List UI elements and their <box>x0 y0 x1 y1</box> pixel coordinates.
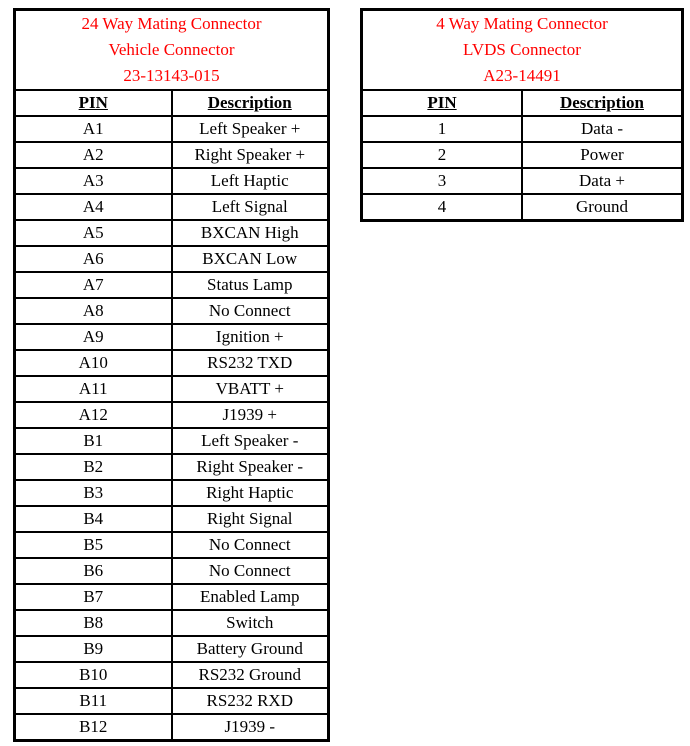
description-cell: Left Speaker + <box>172 116 329 142</box>
description-cell: Left Haptic <box>172 168 329 194</box>
description-cell: Right Speaker - <box>172 454 329 480</box>
title-line-connector-type: 24 Way Mating Connector <box>81 14 262 33</box>
table-row <box>15 116 329 142</box>
table-row <box>15 324 329 350</box>
table-row <box>15 142 329 168</box>
table-row <box>15 454 329 480</box>
title-line-connector-type: 4 Way Mating Connector <box>436 14 608 33</box>
table-row <box>362 142 683 168</box>
pin-cell: B12 <box>15 714 172 741</box>
pin-cell: A5 <box>15 220 172 246</box>
table-row <box>15 194 329 220</box>
pin-column-label: PIN <box>78 93 108 112</box>
description-cell: Data + <box>522 168 683 194</box>
table-row <box>15 506 329 532</box>
pin-cell: 3 <box>362 168 523 194</box>
title-line-connector-name: LVDS Connector <box>463 40 581 59</box>
pin-cell: B1 <box>15 428 172 454</box>
pin-cell: B2 <box>15 454 172 480</box>
description-cell: J1939 - <box>172 714 329 741</box>
description-cell: Battery Ground <box>172 636 329 662</box>
pin-cell: B7 <box>15 584 172 610</box>
table-row <box>15 558 329 584</box>
table-body <box>362 116 683 221</box>
description-cell: Ground <box>522 194 683 221</box>
pin-cell: A10 <box>15 350 172 376</box>
description-cell: Left Speaker - <box>172 428 329 454</box>
description-column-header <box>172 90 329 116</box>
table-row <box>15 428 329 454</box>
connector-table-24-way <box>13 8 330 742</box>
description-cell: No Connect <box>172 558 329 584</box>
pin-cell: A2 <box>15 142 172 168</box>
title-line-part-number: 23-13143-015 <box>123 66 220 85</box>
pin-cell: A7 <box>15 272 172 298</box>
description-cell: Status Lamp <box>172 272 329 298</box>
table-row <box>15 610 329 636</box>
pin-cell: B9 <box>15 636 172 662</box>
table-row <box>15 714 329 741</box>
pin-cell: A9 <box>15 324 172 350</box>
description-cell: RS232 TXD <box>172 350 329 376</box>
pin-column-header <box>15 90 172 116</box>
pin-cell: B3 <box>15 480 172 506</box>
connector-table-4-way <box>360 8 684 222</box>
description-cell: RS232 Ground <box>172 662 329 688</box>
pin-cell: A11 <box>15 376 172 402</box>
description-cell: Right Signal <box>172 506 329 532</box>
pin-cell: A1 <box>15 116 172 142</box>
pin-cell: A8 <box>15 298 172 324</box>
title-row <box>15 10 329 91</box>
pin-cell: B10 <box>15 662 172 688</box>
table-title <box>362 10 683 91</box>
description-cell: BXCAN High <box>172 220 329 246</box>
table-row <box>362 116 683 142</box>
table-row <box>15 168 329 194</box>
table-row <box>15 246 329 272</box>
title-line-part-number: A23-14491 <box>483 66 561 85</box>
description-cell: Right Speaker + <box>172 142 329 168</box>
description-column-label: Description <box>207 93 292 112</box>
description-cell: Power <box>522 142 683 168</box>
title-line-connector-name: Vehicle Connector <box>108 40 235 59</box>
pin-cell: B6 <box>15 558 172 584</box>
pin-cell: B4 <box>15 506 172 532</box>
table-row <box>15 636 329 662</box>
table-row <box>15 688 329 714</box>
title-row <box>362 10 683 91</box>
table-title <box>15 10 329 91</box>
table-row <box>15 532 329 558</box>
description-cell: No Connect <box>172 532 329 558</box>
pin-cell: 1 <box>362 116 523 142</box>
description-cell: Ignition + <box>172 324 329 350</box>
pin-cell: A6 <box>15 246 172 272</box>
description-cell: No Connect <box>172 298 329 324</box>
description-cell: Left Signal <box>172 194 329 220</box>
pin-cell: B5 <box>15 532 172 558</box>
table-row <box>15 350 329 376</box>
pin-cell: 2 <box>362 142 523 168</box>
table-row <box>362 168 683 194</box>
description-column-label: Description <box>559 93 645 112</box>
description-cell: VBATT + <box>172 376 329 402</box>
description-cell: BXCAN Low <box>172 246 329 272</box>
description-cell: Right Haptic <box>172 480 329 506</box>
table-row <box>15 662 329 688</box>
table-row <box>15 298 329 324</box>
description-cell: Data - <box>522 116 683 142</box>
table-row <box>15 584 329 610</box>
pin-cell: A3 <box>15 168 172 194</box>
pin-cell: B8 <box>15 610 172 636</box>
pin-cell: A4 <box>15 194 172 220</box>
table-body <box>15 116 329 741</box>
description-column-header <box>522 90 683 116</box>
table-row <box>15 272 329 298</box>
pin-column-header <box>362 90 523 116</box>
table-row <box>362 194 683 221</box>
table-row <box>15 480 329 506</box>
pin-cell: 4 <box>362 194 523 221</box>
description-cell: Enabled Lamp <box>172 584 329 610</box>
description-cell: J1939 + <box>172 402 329 428</box>
table-row <box>15 402 329 428</box>
pin-cell: A12 <box>15 402 172 428</box>
table-row <box>15 220 329 246</box>
pin-cell: B11 <box>15 688 172 714</box>
description-cell: RS232 RXD <box>172 688 329 714</box>
pin-column-label: PIN <box>427 93 457 112</box>
column-header-row <box>15 90 329 116</box>
column-header-row <box>362 90 683 116</box>
description-cell: Switch <box>172 610 329 636</box>
table-row <box>15 376 329 402</box>
